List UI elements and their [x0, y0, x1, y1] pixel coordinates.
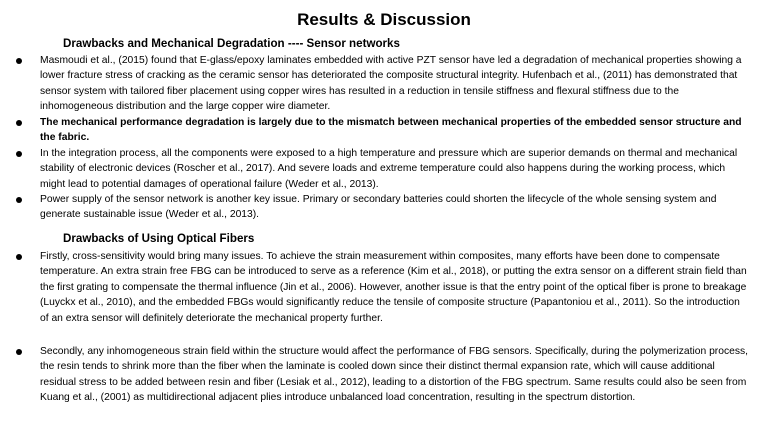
bullet-icon	[16, 349, 22, 355]
list-item-text: In the integration process, all the components were exposed to a high temperature and pressure which are superior demands on thermal and mechanical stability of electronic devices (Roscher et al., 2017). And severe loads and extreme temperature could also happens during the working process, which might lead to potential damages of operational failure (Weder et al., 2013).	[40, 148, 738, 190]
list-item	[40, 344, 750, 406]
bullet-icon	[16, 58, 22, 64]
list-item-text: Firstly, cross-sensitivity would bring many issues. To achieve the strain measurement within composites, many efforts have been done to compensate temperature. An extra strain free FBG can be introduced to serve as a reference (Kim et al., 2018), or putting the extra sensor on a different strain field than the first grating to compensate the thermal influence (Jin et al., 2006). However, another issue is that the entry point of the optical fiber is prone to breakage (Luyckx et al., 2010), and the embedded FBGs would significantly reduce the tensile of composite structure (Papantoniou et al., 2011). So the introduction of an extra sensor will definitely deteriorate the mechanical property further.	[40, 251, 747, 324]
section-heading-optical-fibers: Drawbacks of Using Optical Fibers	[63, 232, 255, 245]
bullet-icon	[16, 120, 22, 126]
list-item	[40, 192, 750, 223]
section-heading-sensor-networks: Drawbacks and Mechanical Degradation ---- Sensor networks	[63, 37, 400, 50]
list-item	[40, 53, 750, 115]
bullet-icon	[16, 151, 22, 157]
page-title: Results & Discussion	[297, 10, 471, 29]
list-item-text: Secondly, any inhomogeneous strain field within the structure would affect the performance of FBG sensors. Specifically, during the polymerization process, the resin tends to shrink more than the fiber when the laminate is cooled down since their distinct thermal expansion rate, which will cause additional residual stress to be added between resin and fiber (Lesiak et al., 2012), leading to a distortion of the FBG spectrum. Same results could also be seen from Kuang et al., (2001) as multidirectional adjacent plies introduce unbalanced load concentration, resulting in the spectrum distortion.	[40, 346, 748, 404]
list-item-text: Power supply of the sensor network is another key issue. Primary or secondary batteries could shorten the lifecycle of the whole sensing system and generate sustainable issue (Weder et al., 2013).	[40, 194, 717, 221]
list-item-text: The mechanical performance degradation is largely due to the mismatch between mechanical properties of the embedded sensor structure and the fabric.	[40, 117, 742, 144]
bullet-icon	[16, 197, 22, 203]
bullet-icon	[16, 254, 22, 260]
list-item	[40, 146, 750, 192]
list-item	[40, 115, 750, 146]
list-item	[40, 249, 750, 326]
list-item-text: Masmoudi et al., (2015) found that E-glass/epoxy laminates embedded with active PZT sensor have led a degradation of mechanical properties showing a lower fracture stress of cracking as the ceramic sensor has deteriorated the composite structural integrity. Hufenbach et al., (2011) has demonstrated that sensor system with tailored fiber placement using copper wires has resulted in a reduction in tensile stiffness and flexural stiffness due to the inhomogeneous distribution and the large copper wire diameter.	[40, 55, 742, 113]
